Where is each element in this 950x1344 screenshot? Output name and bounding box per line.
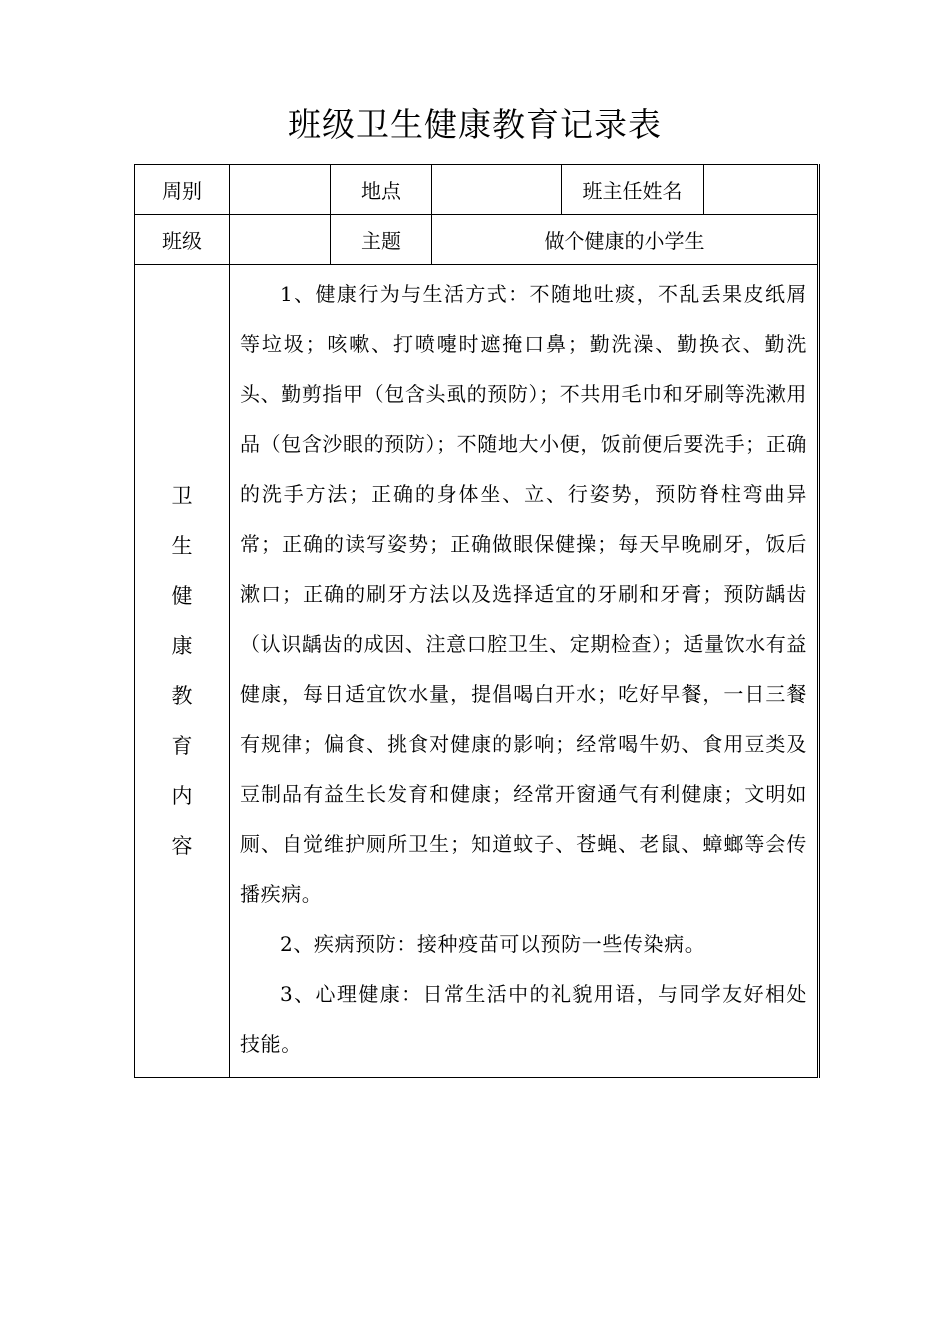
page-title: 班级卫生健康教育记录表 [288,105,662,144]
content-paragraph: 1、健康行为与生活方式：不随地吐痰，不乱丢果皮纸屑等垃圾；咳嗽、打喷嚏时遮掩口鼻；勤洗澡、勤换衣、勤洗头、勤剪指甲（包含头虱的预防）；不共用毛巾和牙刷等洗漱用品（包含沙眼的预防）；不随地大小便，饭前便后要洗手；正确的洗手方法；正确的身体坐、立、行姿势，预防脊柱弯曲异常；正确的读写姿势；正确做眼保健操；每天早晚刷牙，饭后漱口；正确的刷牙方法以及选择适宜的牙刷和牙膏；预防龋齿（认识龋齿的成因、注意口腔卫生、定期检查）；适量饮水有益健康，每日适宜饮水量，提倡喝白开水；吃好早餐，一日三餐有规律；偏食、挑食对健康的影响；经常喝牛奶、食用豆类及豆制品有益生长发育和健康；经常开窗通气有利健康；文明如厕、自觉维护厕所卫生；知道蚊子、苍蝇、老鼠、蟑螂等会传播疾病。 [240,282,807,906]
week-label: 周别 [135,165,230,215]
content-body [230,265,819,1078]
content-label [135,265,230,1078]
content-label-char: 教 [171,684,193,708]
content-label-char: 健 [171,584,193,608]
table-row [135,215,819,265]
content-label-char: 育 [171,734,193,758]
teacher-name-field[interactable] [704,165,819,215]
week-field[interactable] [230,165,331,215]
topic-value: 做个健康的小学生 [432,215,819,265]
table-row [135,165,819,215]
topic-label: 主题 [331,215,432,265]
place-field[interactable] [432,165,562,215]
content-label-char: 容 [171,834,193,858]
content-label-char: 生 [171,534,193,558]
content-paragraph: 2、疾病预防：接种疫苗可以预防一些传染病。 [280,932,706,956]
content-label-char: 内 [171,784,193,808]
table-row [135,265,819,1078]
teacher-name-label: 班主任姓名 [562,165,704,215]
content-paragraph: 3、心理健康：日常生活中的礼貌用语，与同学友好相处技能。 [240,982,807,1056]
class-field[interactable] [230,215,331,265]
content-label-char: 康 [171,634,193,658]
place-label: 地点 [331,165,432,215]
content-label-char: 卫 [171,484,193,508]
record-table [134,164,820,1078]
class-label: 班级 [135,215,230,265]
